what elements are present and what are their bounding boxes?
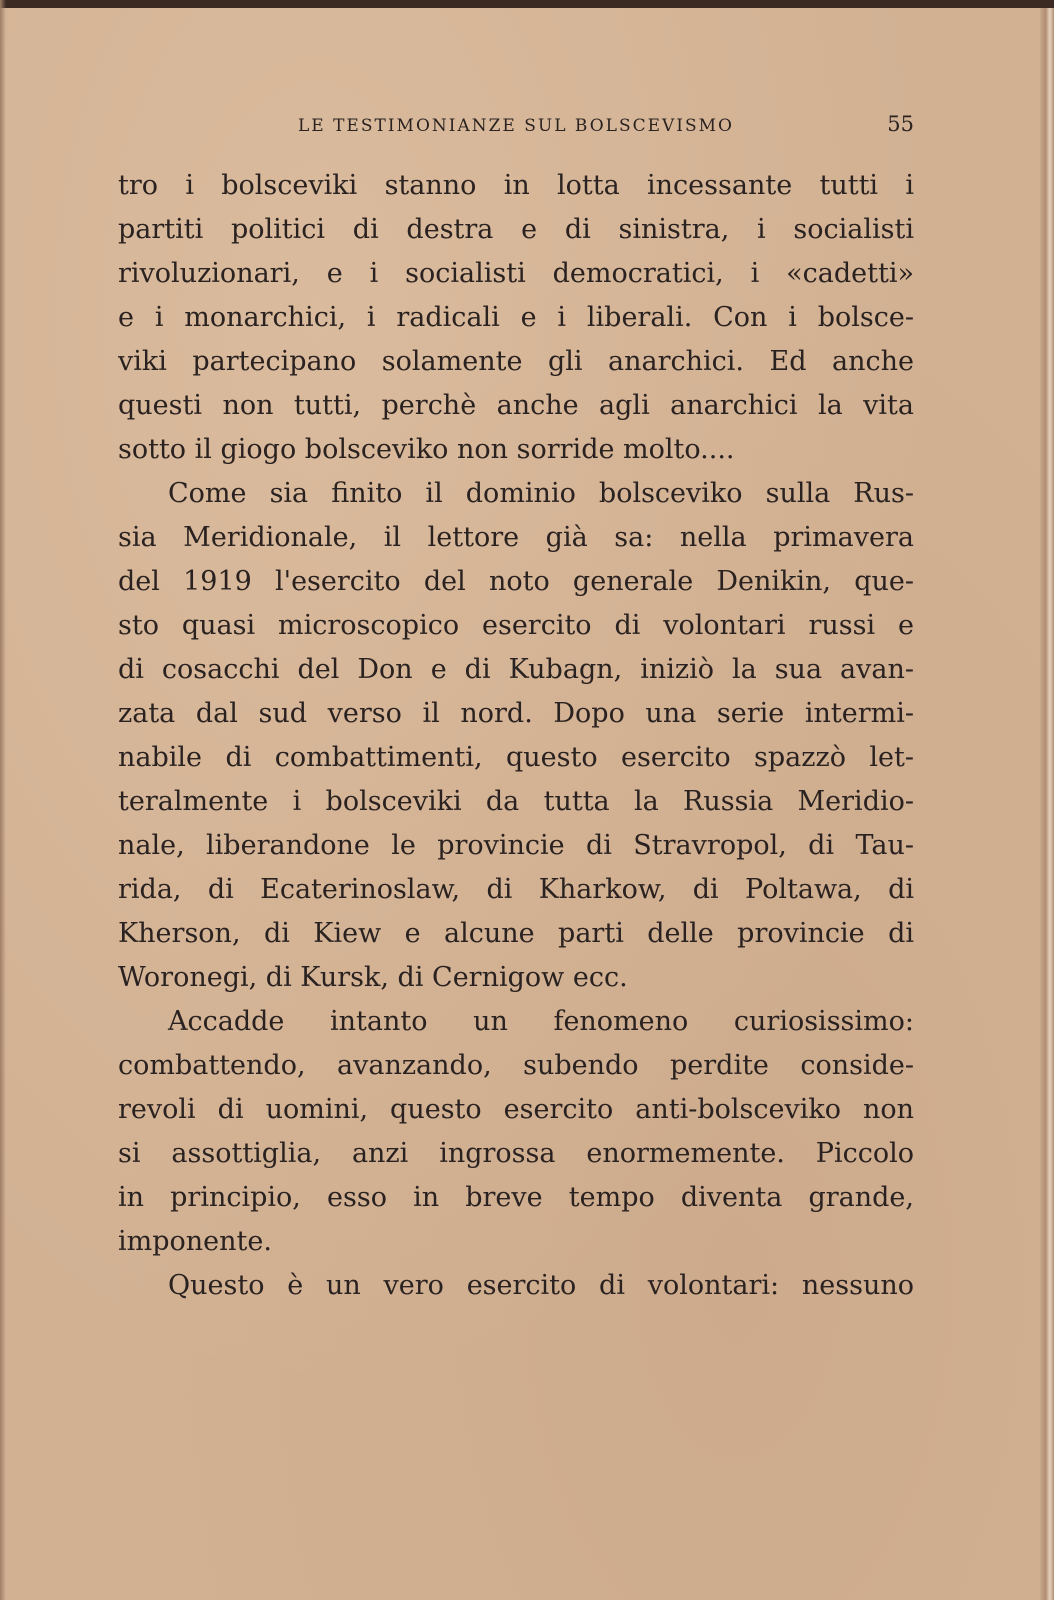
paragraph [118, 1000, 914, 1264]
paragraph [118, 164, 914, 472]
text-line: in principio, esso in breve tempo diventa grande, [118, 1182, 914, 1213]
text-line: si assottiglia, anzi ingrossa enormemente. Piccolo [118, 1138, 914, 1169]
text-line: tro i bolsceviki stanno in lotta incessante tutti i [118, 170, 914, 201]
text-line: di cosacchi del Don e di Kubagn, iniziò la sua avan- [118, 654, 914, 685]
text-line: imponente. [118, 1226, 272, 1257]
page-left-edge [0, 0, 6, 1600]
page-top-edge [0, 0, 1054, 8]
text-line: viki partecipano solamente gli anarchici. Ed anche [118, 346, 914, 377]
text-line: revoli di uomini, questo esercito anti-bolsceviko non [118, 1094, 914, 1125]
text-line: sto quasi microscopico esercito di volontari russi e [118, 610, 914, 641]
text-line: Questo è un vero esercito di volontari: nessuno [168, 1270, 914, 1301]
text-line: Come sia finito il dominio bolsceviko sulla Rus- [168, 478, 914, 509]
page-number: 55 [887, 112, 914, 136]
running-title: LE TESTIMONIANZE SUL BOLSCEVISMO [297, 116, 734, 136]
text-line: nabile di combattimenti, questo esercito spazzò let- [118, 742, 914, 773]
page-right-edge [1040, 8, 1054, 1600]
text-line: sia Meridionale, il lettore già sa: nella primavera [118, 522, 914, 553]
text-line: partiti politici di destra e di sinistra, i socialisti [118, 214, 914, 245]
text-line: Kherson, di Kiew e alcune parti delle provincie di [118, 918, 914, 949]
running-head [118, 112, 914, 142]
body-text [118, 164, 914, 1308]
text-line: questi non tutti, perchè anche agli anarchici la vita [118, 390, 914, 421]
paragraph [118, 472, 914, 1000]
text-line: Accadde intanto un fenomeno curiosissimo: [168, 1006, 914, 1037]
text-line: combattendo, avanzando, subendo perdite conside- [118, 1050, 914, 1081]
text-line: rivoluzionari, e i socialisti democratici, i «cadetti» [118, 258, 914, 289]
text-line: sotto il giogo bolsceviko non sorride molto.... [118, 434, 735, 465]
text-line: teralmente i bolsceviki da tutta la Russia Meridio- [118, 786, 914, 817]
text-line: zata dal sud verso il nord. Dopo una serie intermi- [118, 698, 914, 729]
text-line: Woronegi, di Kursk, di Cernigow ecc. [118, 962, 628, 993]
text-line: del 1919 l'esercito del noto generale Denikin, que- [118, 566, 914, 597]
paragraph [118, 1264, 914, 1308]
text-line: rida, di Ecaterinoslaw, di Kharkow, di Poltawa, di [118, 874, 914, 905]
text-line: nale, liberandone le provincie di Stravropol, di Tau- [118, 830, 914, 861]
text-line: e i monarchici, i radicali e i liberali. Con i bolsce- [118, 302, 914, 333]
